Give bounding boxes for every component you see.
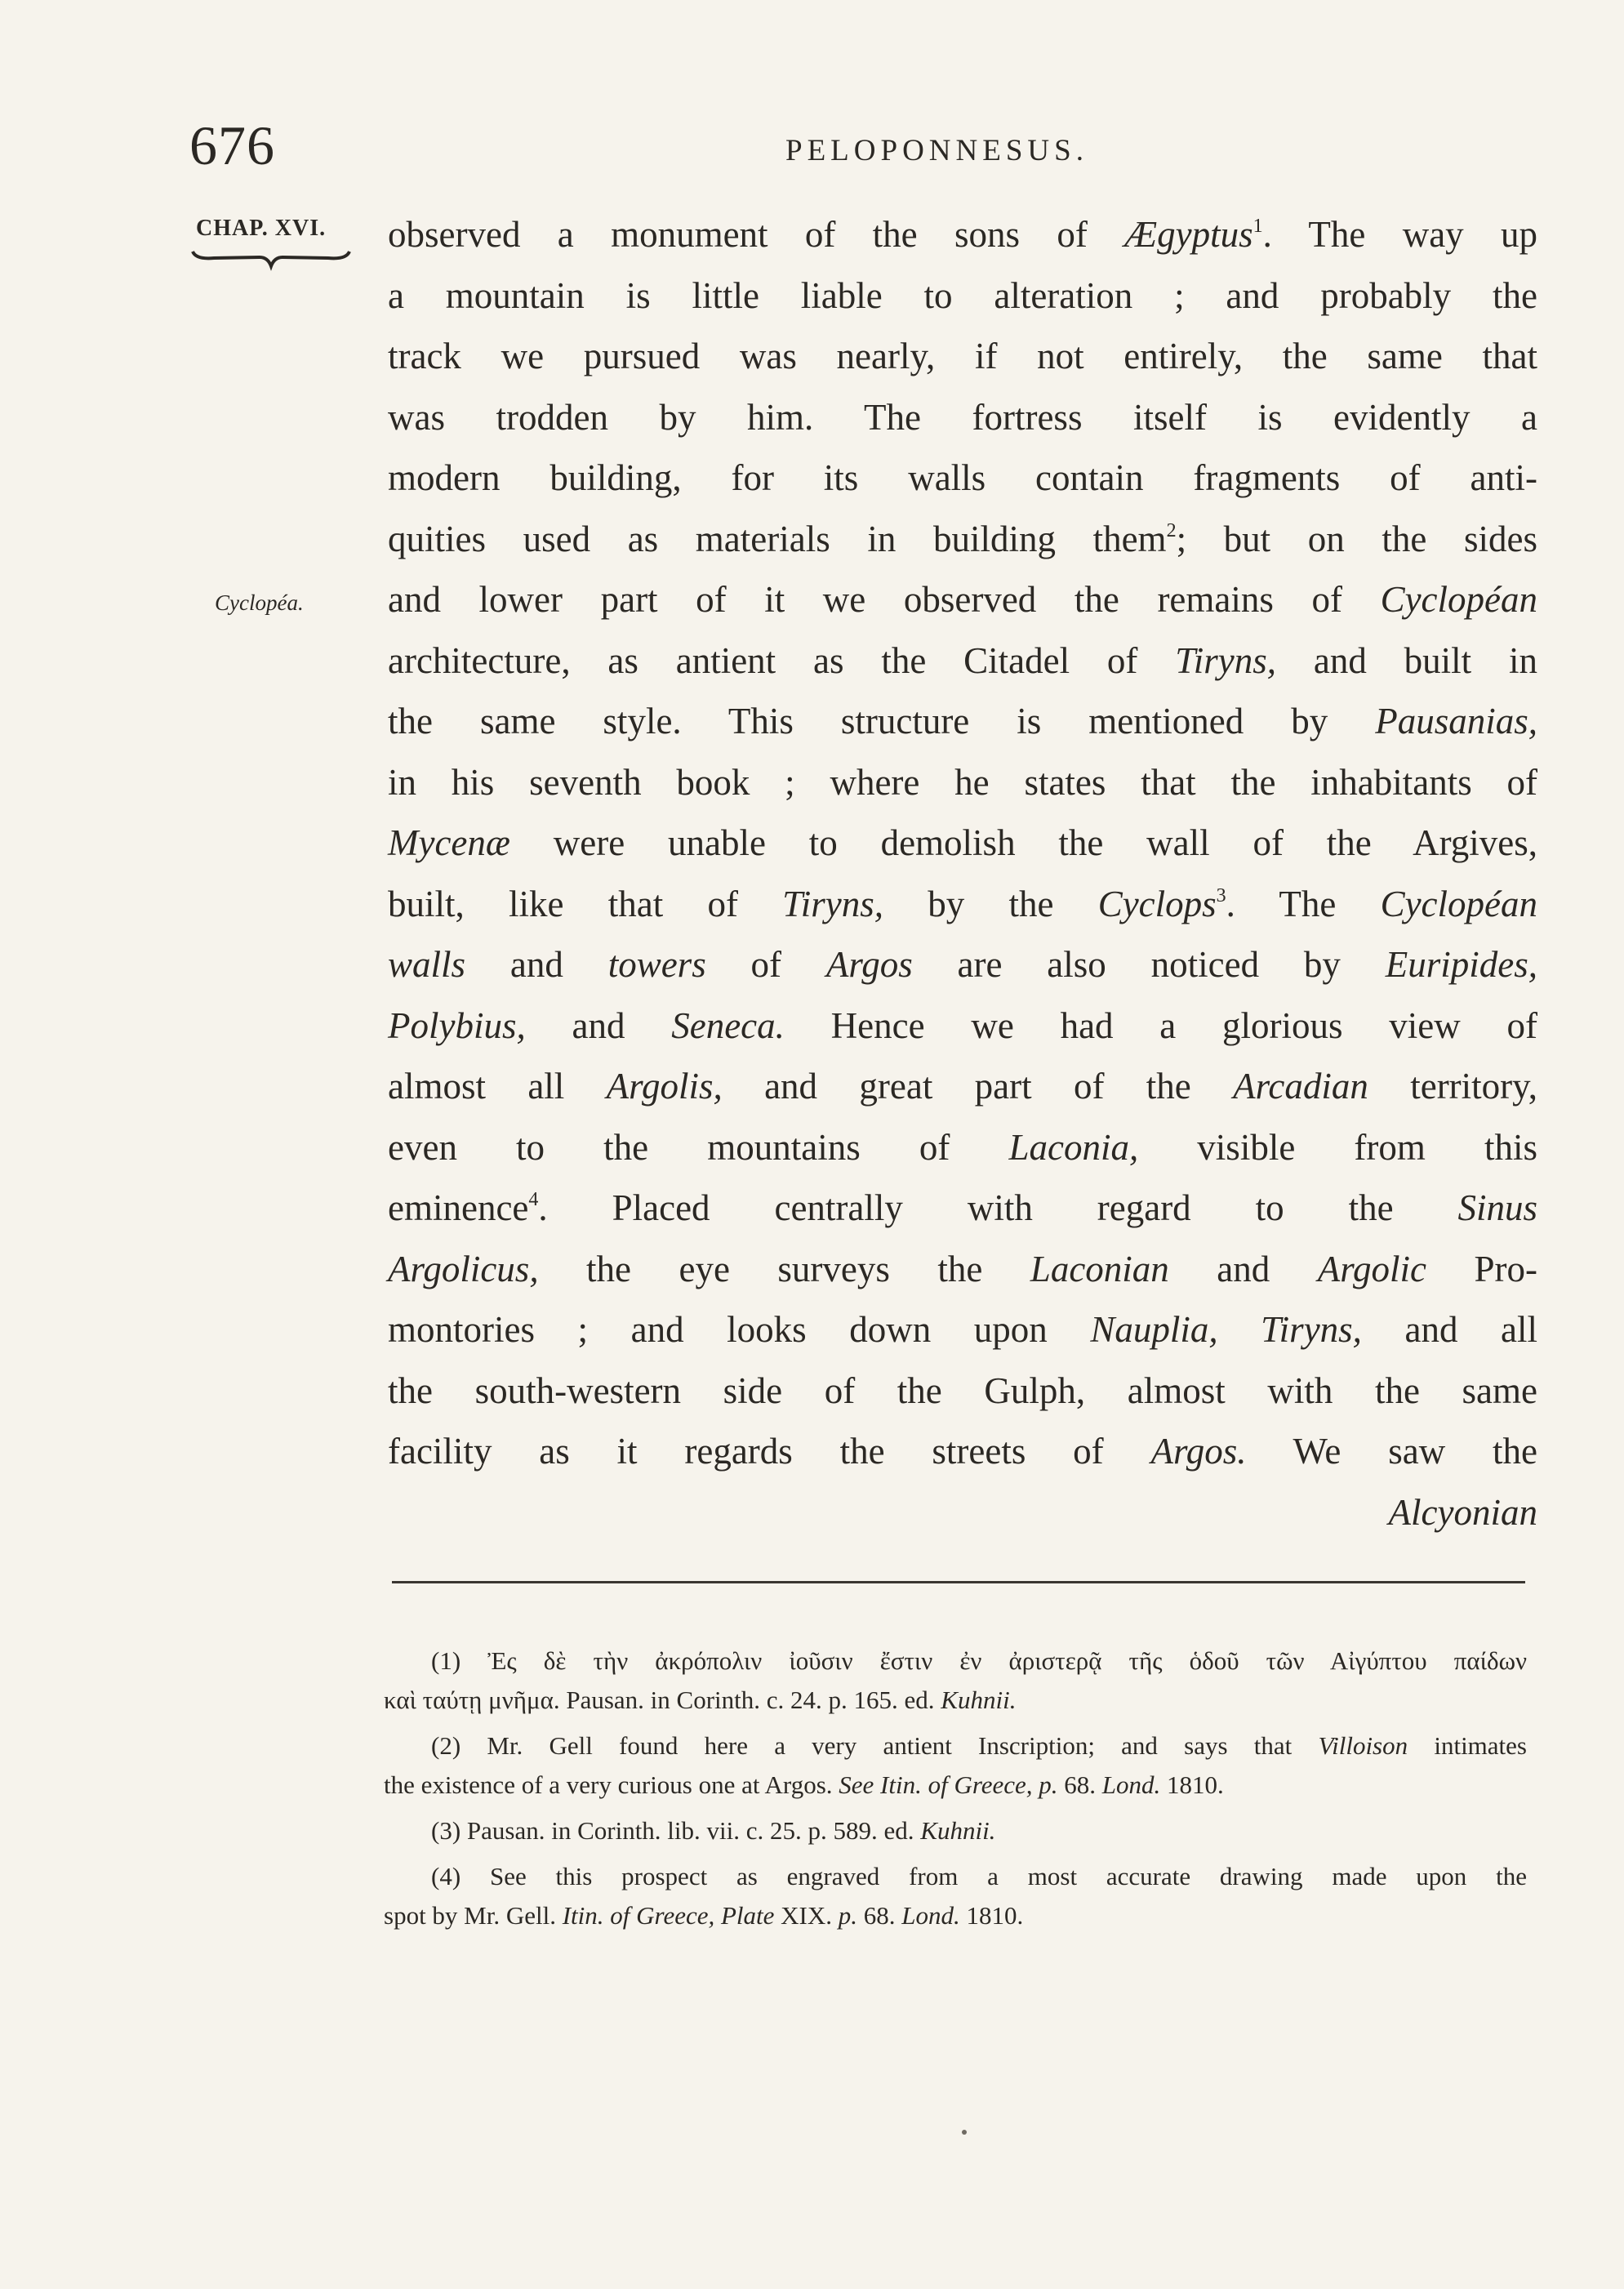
body-line: observed a monument of the sons of Ægyptus$^1$. The way up — [388, 214, 1537, 255]
body-line: a mountain is little liable to alteration ; and probably the — [388, 274, 1537, 316]
body-line: quities used as materials in building them$^2$; but on the sides — [388, 518, 1537, 559]
body-line: even to the mountains of Laconia, visible from this — [388, 1126, 1538, 1168]
footnote-line: (4) See this prospect as engraved from a most accurate drawing made upon the — [431, 1862, 1527, 1890]
paper-speck — [962, 2130, 967, 2135]
footnote-line: (3) Pausan. in Corinth. lib. vii. c. 25. p. 589. ed. Kuhnii. — [431, 1816, 996, 1845]
body-line: montories ; and looks down upon Nauplia, Tiryns, and all — [388, 1309, 1537, 1350]
body-line: eminence$^4$. Placed centrally with regard to the Sinus — [388, 1187, 1537, 1228]
body-line: almost all Argolis, and great part of the Arcadian territory, — [388, 1066, 1537, 1107]
body-line: architecture, as antient as the Citadel of Tiryns, and built in — [388, 639, 1537, 681]
footnote-line: (2) Mr. Gell found here a very antient Inscription; and says that Villoison intimates — [431, 1731, 1527, 1760]
body-line: in his seventh book ; where he states that the inhabitants of — [388, 761, 1537, 803]
body-line: the south-western side of the Gulph, almost with the same — [388, 1369, 1537, 1411]
body-line: and lower part of it we observed the remains of Cyclopéan — [388, 579, 1537, 620]
body-line: Alcyonian — [1388, 1491, 1537, 1533]
body-line: walls and towers of Argos are also noticed by Euripides, — [388, 944, 1537, 985]
footnote-line: (1) Ἐς δὲ τὴν ἀκρόπολιν ἰοῦσιν ἔστιν ἐν ἀριστερᾷ τῆς ὁδοῦ τῶν Αἰγύπτου παίδων — [431, 1646, 1527, 1675]
footnote-line: spot by Mr. Gell. Itin. of Greece, Plate XIX. p. 68. Lond. 1810. — [384, 1901, 1024, 1930]
footnote — [384, 1857, 1527, 1935]
footnote-line: καὶ ταύτῃ μνῆμα. Pausan. in Corinth. c. 24. p. 165. ed. Kuhnii. — [384, 1686, 1017, 1714]
body-line: track we pursued was nearly, if not entirely, the same that — [388, 336, 1537, 376]
footnote-line: the existence of a very curious one at Argos. See Itin. of Greece, p. 68. Lond. 1810. — [384, 1770, 1224, 1799]
margin-side-note: Cyclopéa. — [215, 590, 304, 615]
footnotes — [384, 1641, 1527, 1942]
chapter-label: CHAP. XVI. — [196, 216, 327, 241]
body-line: Polybius, and Seneca. Hence we had a glorious view of — [388, 1004, 1537, 1046]
body-line: built, like that of Tiryns, by the Cyclops$^3$. The Cyclopéan — [388, 883, 1537, 924]
body-line: the same style. This structure is mentioned by Pausanias, — [388, 701, 1537, 741]
body-line: facility as it regards the streets of Argos. We saw the — [388, 1431, 1537, 1472]
body-line: was trodden by him. The fortress itself is evidently a — [388, 396, 1537, 438]
body-text — [388, 204, 1537, 1543]
footnote — [384, 1641, 1527, 1720]
footnote — [384, 1811, 1527, 1850]
running-head: PELOPONNESUS. — [785, 134, 1088, 167]
chapter-brace-ornament — [189, 247, 353, 271]
body-line: Argolicus, the eye surveys the Laconian and Argolic Pro- — [388, 1248, 1537, 1289]
footnote-rule — [392, 1581, 1525, 1583]
page-number: 676 — [189, 114, 275, 176]
footnote — [384, 1726, 1527, 1805]
body-line: modern building, for its walls contain fragments of anti- — [388, 457, 1537, 498]
body-line: Mycenæ were unable to demolish the wall of the Argives, — [388, 822, 1537, 863]
